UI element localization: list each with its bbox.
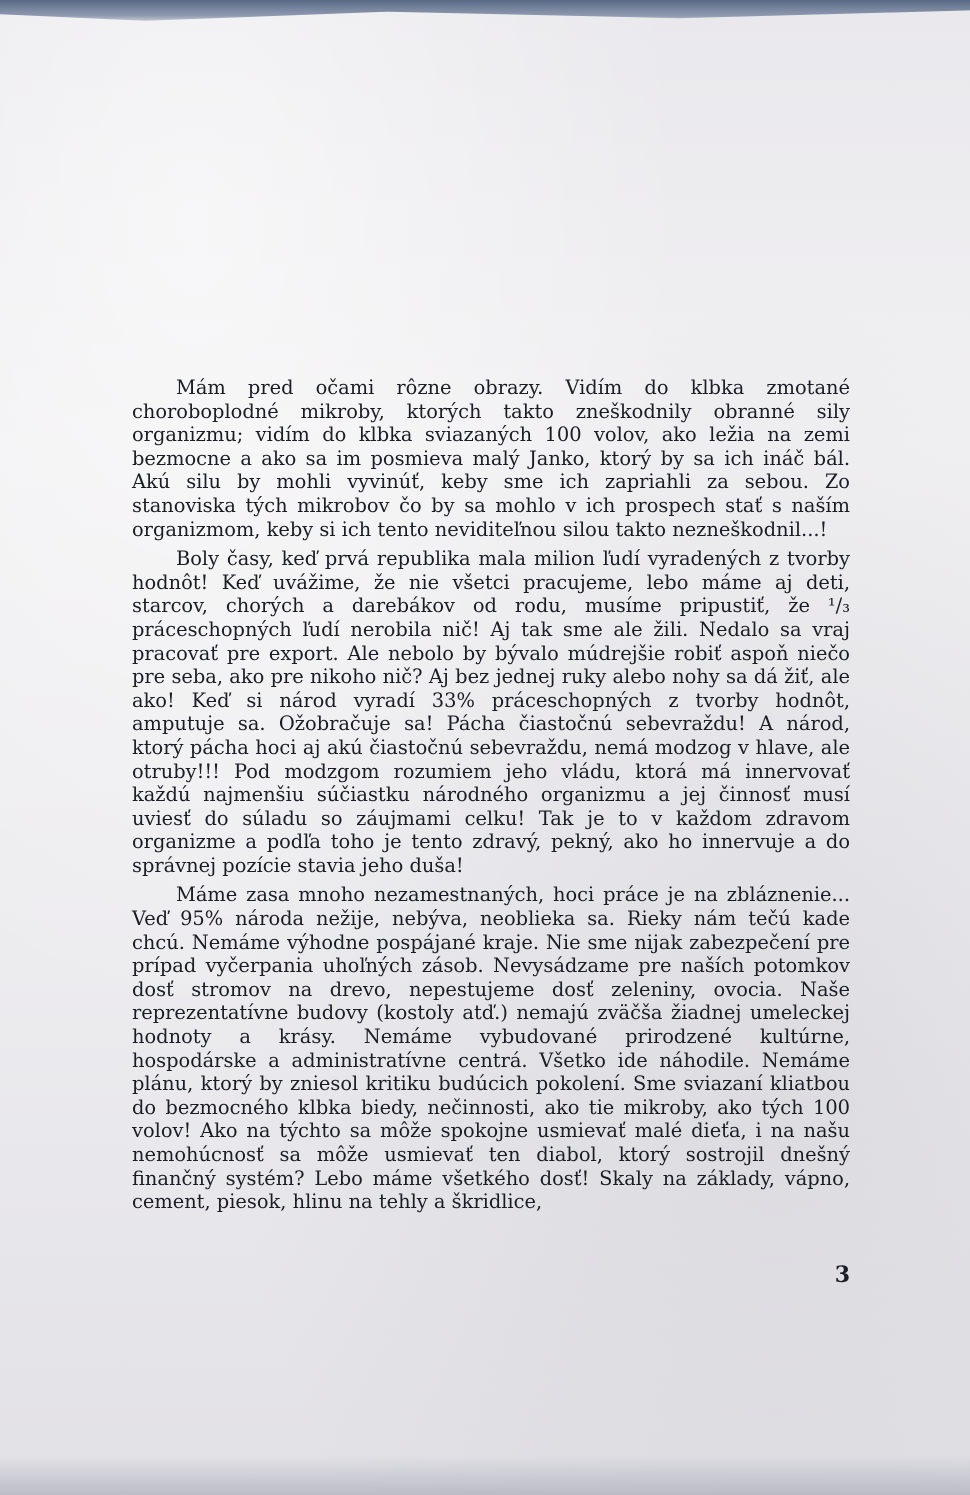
body-text — [132, 376, 850, 1214]
paragraph-1: Mám pred očami rôzne obrazy. Vidím do klbka zmotané choroboplodné mikroby, ktorých takto zneškodnily obranné sily organizmu; vidím do klbka sviazaných 100 volov, ako ležia na zemi bezmocne a ako sa im posmieva malý Janko, ktorý by sa ich ináč bál. Akú silu by mohli vyvinúť, keby sme ich zapriahli za sebou. Zo stanoviska tých mikrobov čo by sa mohlo v ich prospech stať s naším organizmom, keby si ich tento neviditeľnou silou takto nezneškodnil...! — [132, 376, 850, 541]
page-top-edge — [0, 0, 970, 26]
page-number: 3 — [834, 1262, 850, 1288]
page-bottom-shadow — [0, 1455, 970, 1495]
paragraph-3: Máme zasa mnoho nezamestnaných, hoci práce je na zbláznenie... Veď 95% národa nežije, nebýva, neoblieka sa. Rieky nám tečú kade chcú. Nemáme výhodne pospájané kraje. Nie sme nijak zabezpečení pre prípad vyčerpania uhoľných zásob. Nevysádzame pre naších potomkov dosť stromov na drevo, nepestujeme dosť zeleniny, ovocia. Naše reprezentatívne budovy (kostoly atď.) nemajú zväčša žiadnej umeleckej hodnoty a krásy. Nemáme vybudované prirodzené kultúrne, hospodárske a administratívne centrá. Všetko ide náhodile. Nemáme plánu, ktorý by zniesol kritiku budúcich pokolení. Sme sviazaní kliatbou do bezmocného klbka biedy, nečinnosti, ako tie mikroby, ako tých 100 volov! Ako na týchto sa môže spokojne usmievať malé dieťa, i na našu nemohúcnosť sa môže usmievať ten diabol, ktorý sostrojil dnešný finančný systém? Lebo máme všetkého dosť! Skaly na základy, vápno, cement, piesok, hlinu na tehly a škridlice, — [132, 883, 850, 1214]
paragraph-2: Boly časy, keď prvá republika mala milion ľudí vyradených z tvorby hodnôt! Keď uvážime, že nie všetci pracujeme, lebo máme aj deti, starcov, chorých a darebákov od rodu, musíme pripustiť, že ¹/₃ práceschopných ľudí nerobila nič! Aj tak sme ale žili. Nedalo sa vraj pracovať pre export. Ale nebolo by bývalo múdrejšie robiť aspoň niečo pre seba, ako pre nikoho nič? Aj bez jednej ruky alebo nohy sa dá žiť, ale ako! Keď si národ vyradí 33% práceschopných z tvorby hodnôt, amputuje sa. Ožobračuje sa! Pácha čiastočnú sebevraždu! A národ, ktorý pácha hoci aj akú čiastočnú sebevraždu, nemá modzog v hlave, ale otruby!!! Pod modzgom rozumiem jeho vládu, ktorá má innervovať každú najmenšiu súčiastku národného organizmu a jej činnosť musí uviesť do súladu so záujmami celku! Tak je to v každom zdravom organizme a podľa toho je tento zdravý, pekný, ako ho innervuje a do správnej pozície stavia jeho duša! — [132, 547, 850, 877]
